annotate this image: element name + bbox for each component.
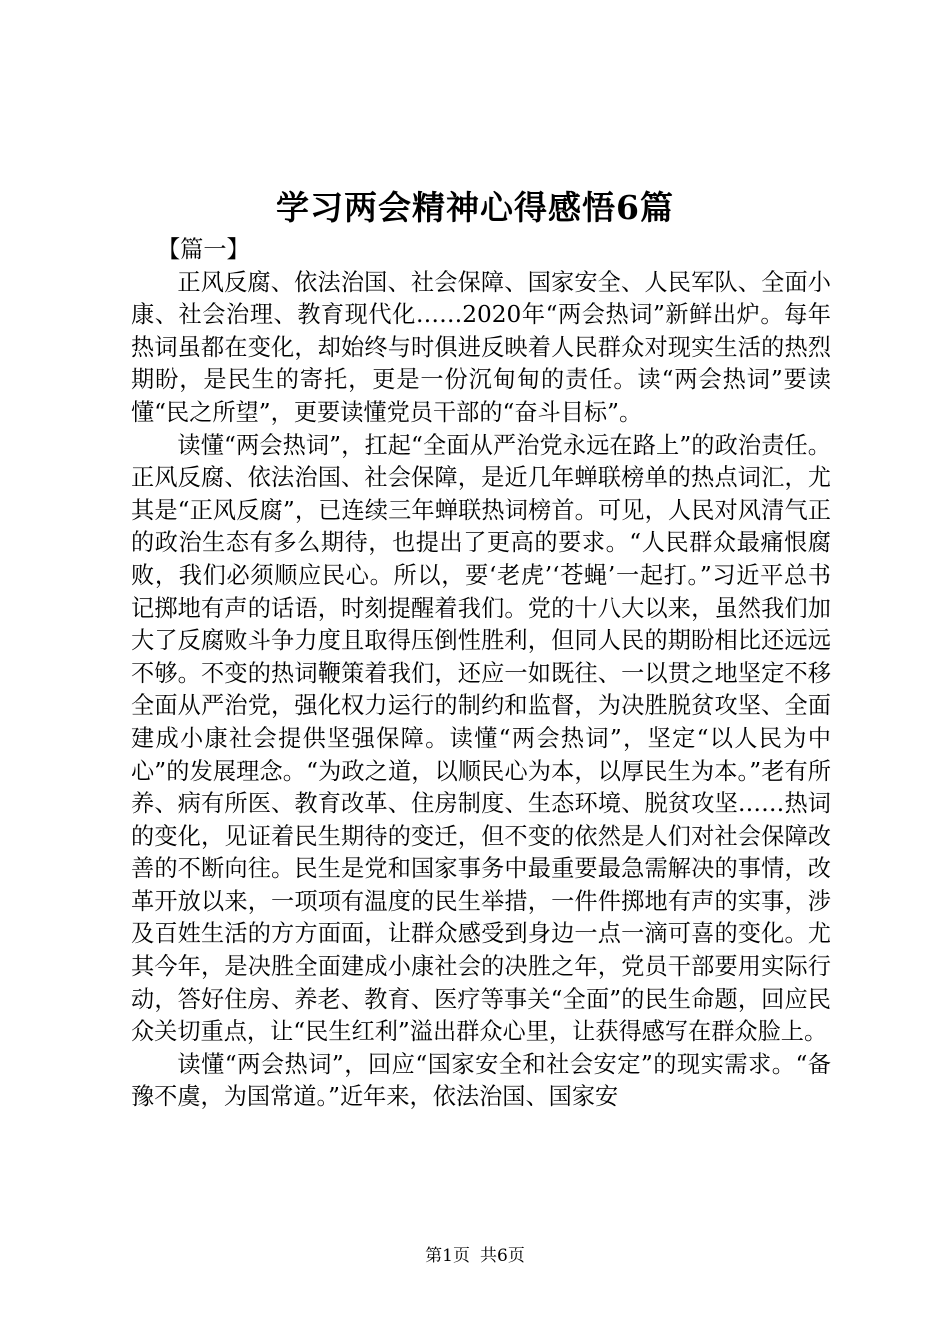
page-footer [0, 1245, 950, 1267]
paragraph-1: 正风反腐、依法治国、社会保障、国家安全、人民军队、全面小康、社会治理、教育现代化……2020年“两会热词”新鲜出炉。每年热词虽都在变化，却始终与时俱进反映着人民群众对现实生活的热烈期盼，是民生的寄托，更是一份沉甸甸的责任。读“两会热词”要读懂“民之所望”，更要读懂党员干部的“奋斗目标”。 [131, 268, 831, 426]
section-label: 【篇一】 [157, 236, 250, 263]
paragraph-3: 读懂“两会热词”，回应“国家安全和社会安定”的现实需求。“备豫不虞，为国常道。”近年来，依法治国、国家安 [131, 1050, 831, 1111]
page-number: 第1页 [425, 1246, 470, 1266]
page-title: 学习两会精神心得感悟6篇 [276, 188, 674, 227]
page-total: 共6页 [480, 1246, 525, 1266]
document-body [131, 234, 831, 1114]
paragraph-2: 读懂“两会热词”，扛起“全面从严治党永远在路上”的政治责任。正风反腐、依法治国、社会保障，是近几年蝉联榜单的热点词汇，尤其是“正风反腐”，已连续三年蝉联热词榜首。可见，人民对风清气正的政治生态有多么期待，也提出了更高的要求。“人民群众最痛恨腐败，我们必须顺应民心。所以，要‘老虎’‘苍蝇’一起打。”习近平总书记掷地有声的话语，时刻提醒着我们。党的十八大以来，虽然我们加大了反腐败斗争力度且取得压倒性胜利，但同人民的期盼相比还远远不够。不变的热词鞭策着我们，还应一如既往、一以贯之地坚定不移全面从严治党，强化权力运行的制约和监督，为决胜脱贫攻坚、全面建成小康社会提供坚强保障。读懂“两会热词”，坚定“以人民为中心”的发展理念。“为政之道，以顺民心为本，以厚民生为本。”老有所养、病有所医、教育改革、住房制度、生态环境、脱贫攻坚……热词的变化，见证着民生期待的变迁，但不变的依然是人们对社会保障改善的不断向往。民生是党和国家事务中最重要最急需解决的事情，改革开放以来，一项项有温度的民生举措，一件件掷地有声的实事，涉及百姓生活的方方面面，让群众感受到身边一点一滴可喜的变化。尤其今年，是决胜全面建成小康社会的决胜之年，党员干部要用实际行动，答好住房、养老、教育、医疗等事关“全面”的民生命题，回应民众关切重点，让“民生红利”溢出群众心里，让获得感写在群众脸上。 [131, 431, 831, 1046]
